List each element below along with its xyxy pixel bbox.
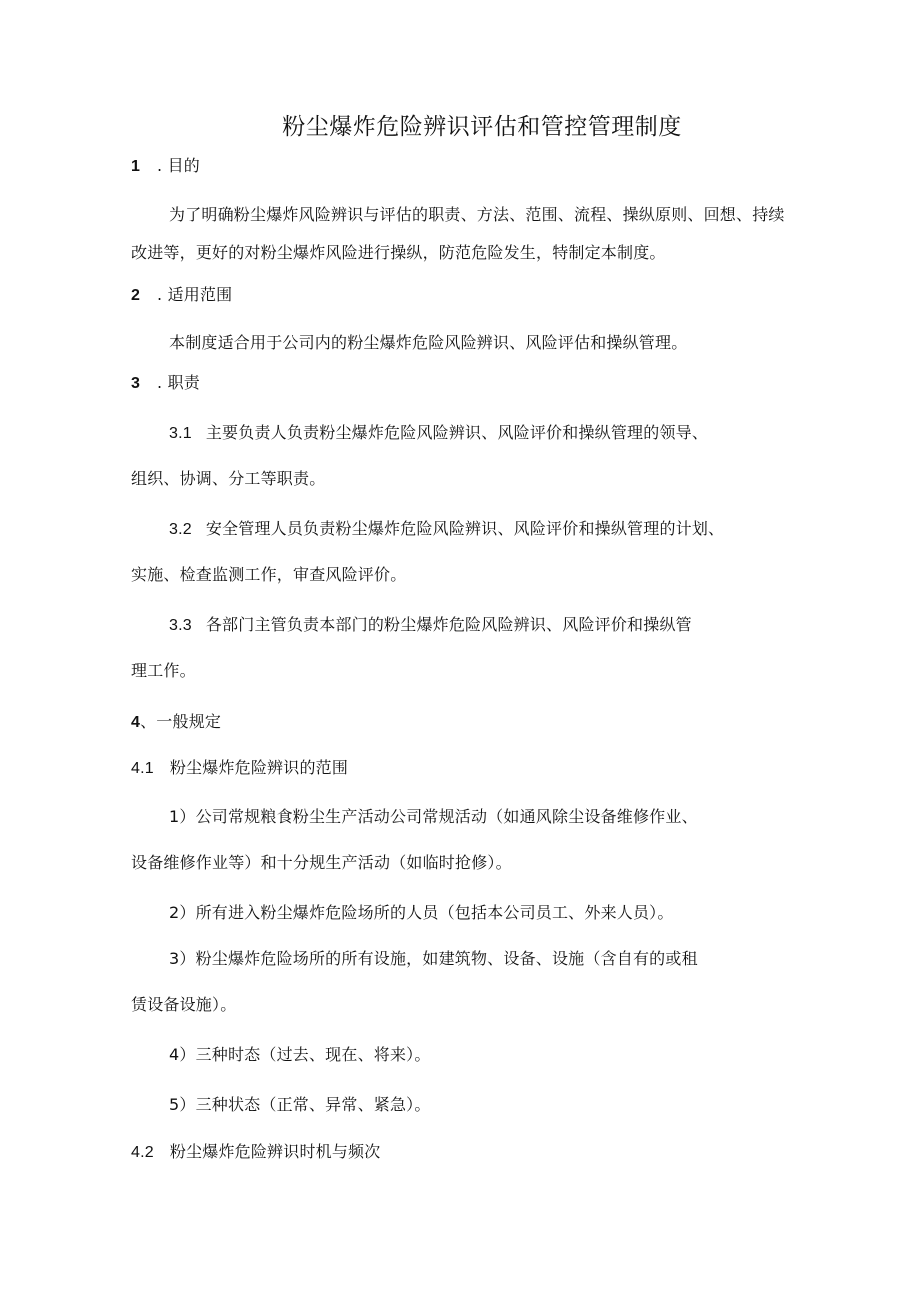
list-item-3-line-1: 3）粉尘爆炸危险场所的所有设施，如建筑物、设备、设施（含自有的或租 — [169, 949, 698, 968]
document-title: 粉尘爆炸危险辨识评估和管控管理制度 — [282, 114, 682, 140]
section-title: . 职责 — [157, 373, 200, 392]
section-2-paragraph-line-1: 本制度适合用于公司内的粉尘爆炸危险风险辨识、风险评估和操纵管理。 — [169, 333, 688, 352]
section-4-heading — [131, 711, 221, 734]
item-number: 3.2 — [169, 521, 192, 538]
item-3-3-line-1 — [169, 614, 692, 637]
list-item-5-line-1: 5）三种状态（正常、异常、紧急）。 — [169, 1095, 431, 1114]
item-text: 主要负责人负责粉尘爆炸危险风险辨识、风险评价和操纵管理的领导、 — [205, 423, 709, 442]
section-1-heading — [131, 155, 200, 178]
list-item-1-line-2: 设备维修作业等）和十分规生产活动（如临时抢修）。 — [131, 853, 512, 872]
section-number: 4 — [131, 714, 141, 731]
section-1-paragraph-line-1: 为了明确粉尘爆炸风险辨识与评估的职责、方法、范围、流程、操纵原则、回想、持续 — [169, 205, 785, 224]
subsection-4-1-heading — [131, 757, 348, 780]
section-title: . 目的 — [157, 156, 200, 175]
section-number: 3 — [131, 375, 141, 392]
item-3-2-line-2: 实施、检查监测工作，审查风险评价。 — [131, 565, 407, 584]
list-item-4-line-1: 4）三种时态（过去、现在、将来）。 — [169, 1045, 431, 1064]
list-item-1-line-1: 1）公司常规粮食粉尘生产活动公司常规活动（如通风除尘设备维修作业、 — [169, 807, 698, 826]
item-3-2-line-1 — [169, 518, 724, 541]
subsection-title: 粉尘爆炸危险辨识的范围 — [169, 758, 349, 777]
subsection-number: 4.1 — [131, 760, 154, 777]
section-3-heading — [131, 372, 200, 395]
section-2-heading — [131, 284, 232, 307]
item-3-1-line-1 — [169, 422, 708, 445]
subsection-number: 4.2 — [131, 1144, 154, 1161]
item-text: 安全管理人员负责粉尘爆炸危险风险辨识、风险评价和操纵管理的计划、 — [205, 519, 725, 538]
section-title: 、一般规定 — [140, 712, 222, 731]
section-number: 1 — [131, 158, 141, 175]
list-item-2-line-1: 2）所有进入粉尘爆炸危险场所的人员（包括本公司员工、外来人员）。 — [169, 903, 674, 922]
item-3-3-line-2: 理工作。 — [131, 661, 196, 680]
item-number: 3.1 — [169, 425, 192, 442]
section-number: 2 — [131, 287, 141, 304]
item-text: 各部门主管负责本部门的粉尘爆炸危险风险辨识、风险评价和操纵管 — [205, 615, 692, 634]
section-1-paragraph-line-2: 改进等，更好的对粉尘爆炸风险进行操纵，防范危险发生，特制定本制度。 — [131, 243, 666, 262]
subsection-title: 粉尘爆炸危险辨识时机与频次 — [169, 1142, 381, 1161]
item-3-1-line-2: 组织、协调、分工等职责。 — [131, 469, 326, 488]
list-item-3-line-2: 赁设备设施）。 — [131, 995, 237, 1014]
subsection-4-2-heading — [131, 1141, 380, 1164]
section-title: . 适用范围 — [157, 285, 233, 304]
item-number: 3.3 — [169, 617, 192, 634]
